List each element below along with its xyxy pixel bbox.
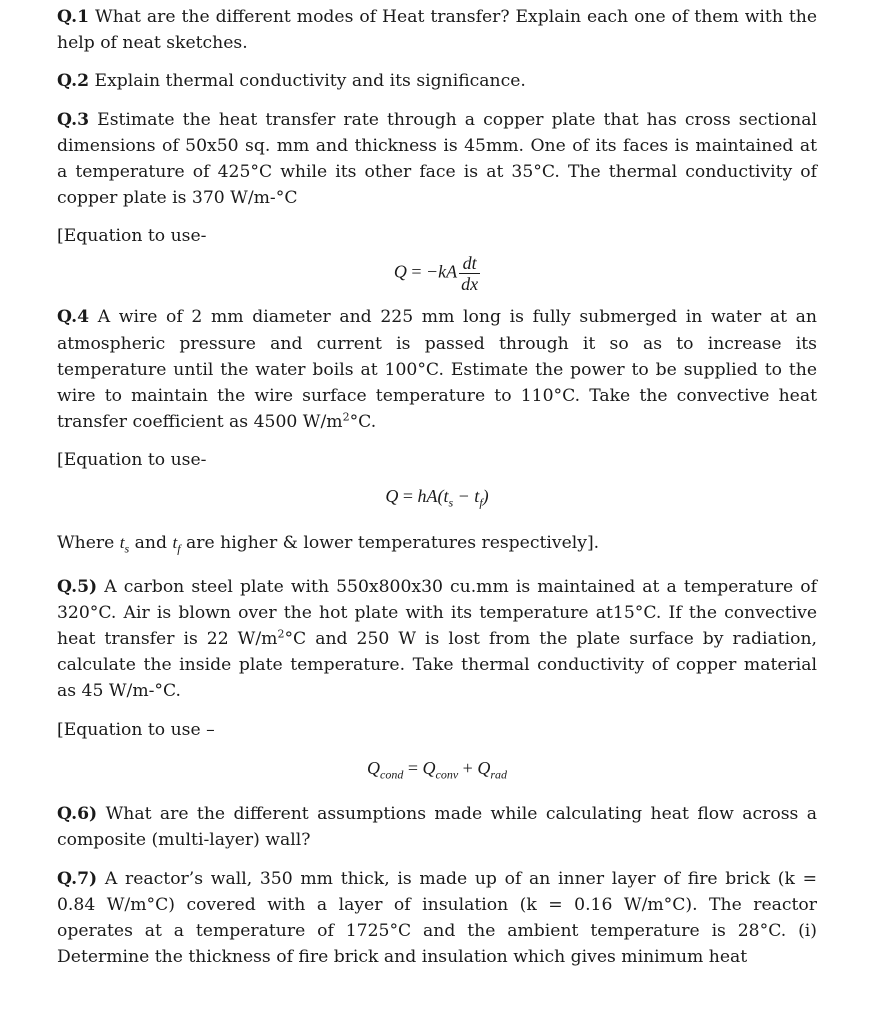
equation-lhs: Q <box>385 486 399 507</box>
question-5-equation <box>57 755 817 788</box>
subscript-f: f <box>479 496 483 511</box>
question-4-equation <box>57 483 817 516</box>
question-1-text: What are the different modes of Heat transfer? Explain each one of them with the help of neat sketches. <box>57 7 817 54</box>
question-7 <box>57 866 817 971</box>
where-tf-sub: f <box>177 541 181 556</box>
equation-rhs: hA(t <box>417 486 449 507</box>
question-7-text: A reactor’s wall, 350 mm thick, is made up of an inner layer of fire brick (k = 0.84 W/m°C) covered with a layer of insulation (k = 0.16 W/m°C). The reactor operates at a temperature of 1725°C and the ambient temperature is 28°C. (i) Determine the thickness of fire brick and insulation which gives minimum heat <box>57 868 817 968</box>
question-6 <box>57 801 817 853</box>
question-4 <box>57 304 817 435</box>
question-5-text: A carbon steel plate with 550x800x30 cu.mm is maintained at a temperature of 320°C. Air is blown over the hot plate with its temperature at15°C. If the convective heat transfer is 22 W/m <box>57 576 817 650</box>
question-4-text: A wire of 2 mm diameter and 225 mm long is fully submerged in water at an atmospheric pressure and current is passed through it so as to increase its temperature until the water boils at 100°C. Estimate the power to be supplied to the wire to maintain the wire surface temperature to 110°C. Take the convective heat transfer coefficient as 4500 W/m <box>57 307 817 433</box>
equation-q-rad: Q <box>477 757 491 778</box>
question-4-label: Q.4 <box>57 307 90 328</box>
equation-lhs: Q <box>393 262 407 283</box>
document-page <box>57 4 817 971</box>
question-5 <box>57 574 817 705</box>
equation-equals: = <box>406 262 426 283</box>
question-5-label: Q.5) <box>57 576 98 597</box>
where-ts: t <box>119 533 125 553</box>
question-3-label: Q.3 <box>57 109 90 130</box>
subscript-rad: rad <box>490 767 507 782</box>
equation-rhs: −kA <box>426 262 458 283</box>
question-1-label: Q.1 <box>57 7 90 27</box>
equation-plus: + <box>458 757 478 778</box>
question-4-where <box>57 530 817 562</box>
fraction-numerator: dt <box>462 253 477 274</box>
question-5-superscript: 2 <box>277 627 285 641</box>
question-4-superscript: 2 <box>342 410 350 424</box>
equation-minus: − t <box>453 486 480 507</box>
question-5-equation-intro: [Equation to use – <box>57 719 215 740</box>
equation-q-cond: Q <box>367 757 381 778</box>
equation-close: ) <box>482 486 489 507</box>
question-3 <box>57 107 817 212</box>
question-6-text: What are the different assumptions made while calculating heat flow across a composite (multi-layer) wall? <box>57 804 817 851</box>
question-7-label: Q.7) <box>57 868 98 889</box>
question-1 <box>57 4 817 56</box>
subscript-s: s <box>448 496 454 511</box>
where-and: and <box>129 533 173 554</box>
question-4-text-end: °C. <box>349 412 377 433</box>
question-2-text: Explain thermal conductivity and its significance. <box>89 71 526 92</box>
question-3-text: Estimate the heat transfer rate through a copper plate that has cross sectional dimensions of 50x50 sq. mm and thickness is 45mm. One of its faces is maintained at a temperature of 425°C while its other face is at 35°C. The thermal conductivity of copper plate is 370 W/m-°C <box>57 109 817 209</box>
equation-equals: = <box>398 486 418 507</box>
equation-fraction <box>459 253 480 294</box>
where-tf: t <box>172 533 178 553</box>
subscript-cond: cond <box>380 767 404 782</box>
question-5-text-end: °C and 250 W is lost from the plate surface by radiation, calculate the inside plate temperature. Take thermal conductivity of copper material as 45 W/m-°C. <box>57 629 818 702</box>
subscript-conv: conv <box>435 767 459 782</box>
where-ts-sub: s <box>124 541 130 556</box>
where-text: Where <box>57 533 120 554</box>
equation-equals: = <box>403 757 423 778</box>
fraction-denominator: dx <box>461 274 479 295</box>
question-4-equation-intro: [Equation to use- <box>57 450 207 471</box>
equation-q-conv: Q <box>422 757 436 778</box>
question-3-equation-intro: [Equation to use- <box>57 226 207 247</box>
question-2-label: Q.2 <box>57 71 90 92</box>
question-2 <box>57 68 817 94</box>
question-3-equation <box>57 253 817 294</box>
where-text-end: are higher & lower temperatures respectively]. <box>180 533 600 554</box>
question-6-label: Q.6) <box>57 804 98 825</box>
